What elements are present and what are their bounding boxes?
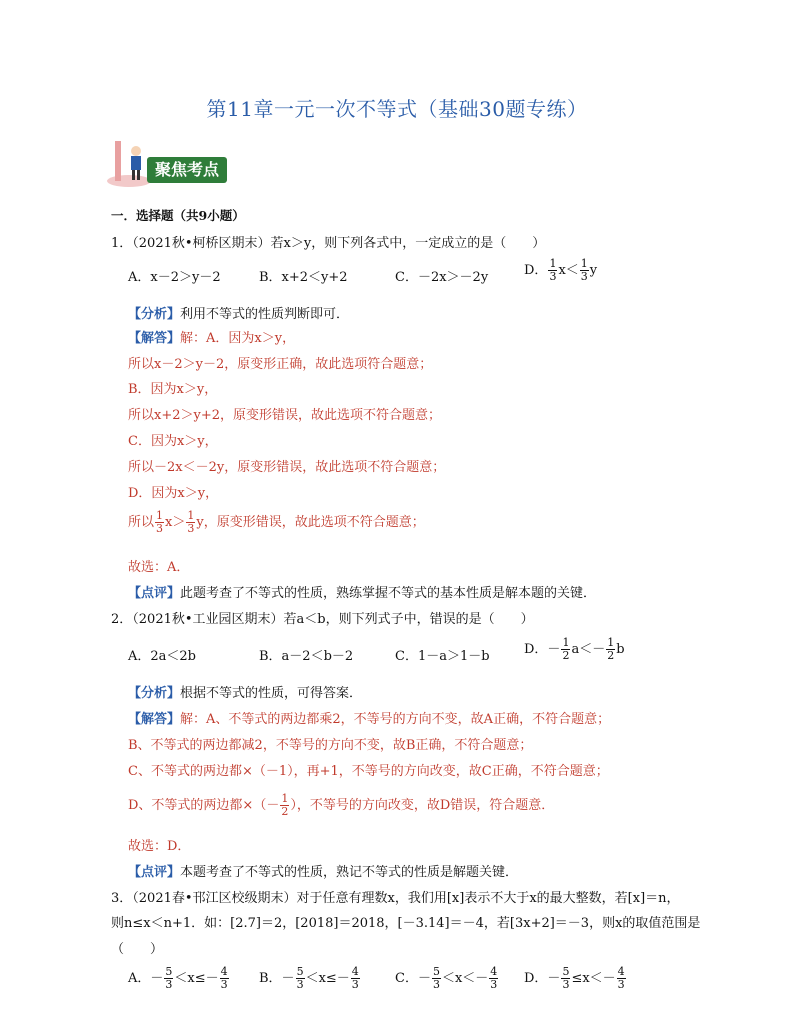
q1-answer-line: 所以x+2＞y+2，原变形错误，故此选项不符合题意；: [128, 408, 442, 423]
q1-analysis: 【分析】利用不等式的性质判断即可．: [128, 307, 350, 322]
q1-option-c: C．－2x＞－2y: [395, 270, 489, 285]
q2-option-a: A．2a＜2b: [128, 649, 197, 664]
section-heading: 一．选择题（共9小题）: [111, 208, 245, 223]
q1-option-b: B．x+2＜y+2: [259, 270, 348, 285]
q1-option-d: D． $\frac{1}{3}$ x＜ $\frac{1}{3}$ y: [524, 257, 598, 283]
q2-answer: 【解答】解：A、不等式的两边都乘2，不等号的方向不变，故A正确，不符合题意；: [128, 712, 611, 727]
q3-stem-line3: （ ）: [111, 942, 164, 957]
q1-stem: 1．（2021秋•柯桥区期末）若x＞y，则下列各式中，一定成立的是（ ）: [111, 236, 546, 251]
q1-answer-line: 所以x－2＞y－2，原变形正确，故此选项符合题意；: [128, 357, 433, 372]
q2-option-b: B．a－2＜b－2: [259, 649, 354, 664]
q3-option-d: D．－ $\frac{5}{3}$ ≤x＜－ $\frac{4}{3}$: [524, 965, 625, 991]
q2-answer-line: B、不等式的两边都减2，不等号的方向不变，故B正确，不符合题意；: [128, 738, 533, 753]
q1-answer-line: C．因为x＞y，: [128, 434, 218, 449]
q3-option-a: A．－ $\frac{5}{3}$ ＜x≤－ $\frac{4}{3}$: [128, 965, 228, 991]
q1-answer-line: D．因为x＞y，: [128, 486, 219, 501]
q2-choose: 故选：D．: [128, 839, 191, 854]
q1-comment: 【点评】此题考查了不等式的性质，熟练掌握不等式的基本性质是解本题的关键．: [128, 586, 597, 601]
q1-answer-line: B．因为x＞y，: [128, 382, 218, 397]
q1-choose: 故选：A．: [128, 560, 190, 575]
q2-answer-line: C、不等式的两边都×（－1），再+1，不等号的方向改变，故C正确，不符合题意；: [128, 764, 609, 779]
q1-answer-line: 所以－2x＜－2y，原变形错误，故此选项不符合题意；: [128, 460, 446, 475]
q2-option-d: D．－ $\frac{1}{2}$ a＜－ $\frac{1}{2}$ b: [524, 636, 625, 662]
q2-answer-frac-line: D、不等式的两边都×（－ $\frac{1}{2}$ ），不等号的方向改变，故D错误，符合题意．: [128, 792, 555, 818]
q1-option-a: A．x－2＞y－2: [128, 270, 221, 285]
q1-answer-frac-line: 所以 $\frac{1}{3}$ x＞ $\frac{1}{3}$ y，原变形错误，故此选项不符合题意；: [128, 509, 425, 535]
badge-label: 聚焦考点: [147, 157, 227, 183]
q2-analysis: 【分析】根据不等式的性质，可得答案．: [128, 686, 363, 701]
q1-answer: 【解答】解：A．因为x＞y，: [128, 331, 296, 346]
page-title: 第11章一元一次不等式（基础30题专练）: [206, 97, 588, 121]
q3-option-c: C．－ $\frac{5}{3}$ ＜x＜－ $\frac{4}{3}$: [395, 965, 498, 991]
q2-comment: 【点评】本题考查了不等式的性质，熟记不等式的性质是解题关键．: [128, 865, 519, 880]
q3-option-b: B．－ $\frac{5}{3}$ ＜x≤－ $\frac{4}{3}$: [259, 965, 359, 991]
section-badge: [103, 137, 243, 189]
q3-stem-line1: 3．（2021春•邗江区校级期末）对于任意有理数x，我们用[x]表示不大于x的最大整数，若[x]＝n，: [111, 891, 680, 906]
q2-stem: 2．（2021秋•工业园区期末）若a＜b，则下列式子中，错误的是（ ）: [111, 612, 534, 627]
q2-option-c: C．1－a＞1－b: [395, 649, 490, 664]
q3-stem-line2: 则n≤x＜n+1．如：[2.7]＝2，[2018]＝2018，[－3.14]＝－4，若[3x+2]＝－3，则x的取值范围是: [111, 916, 701, 931]
